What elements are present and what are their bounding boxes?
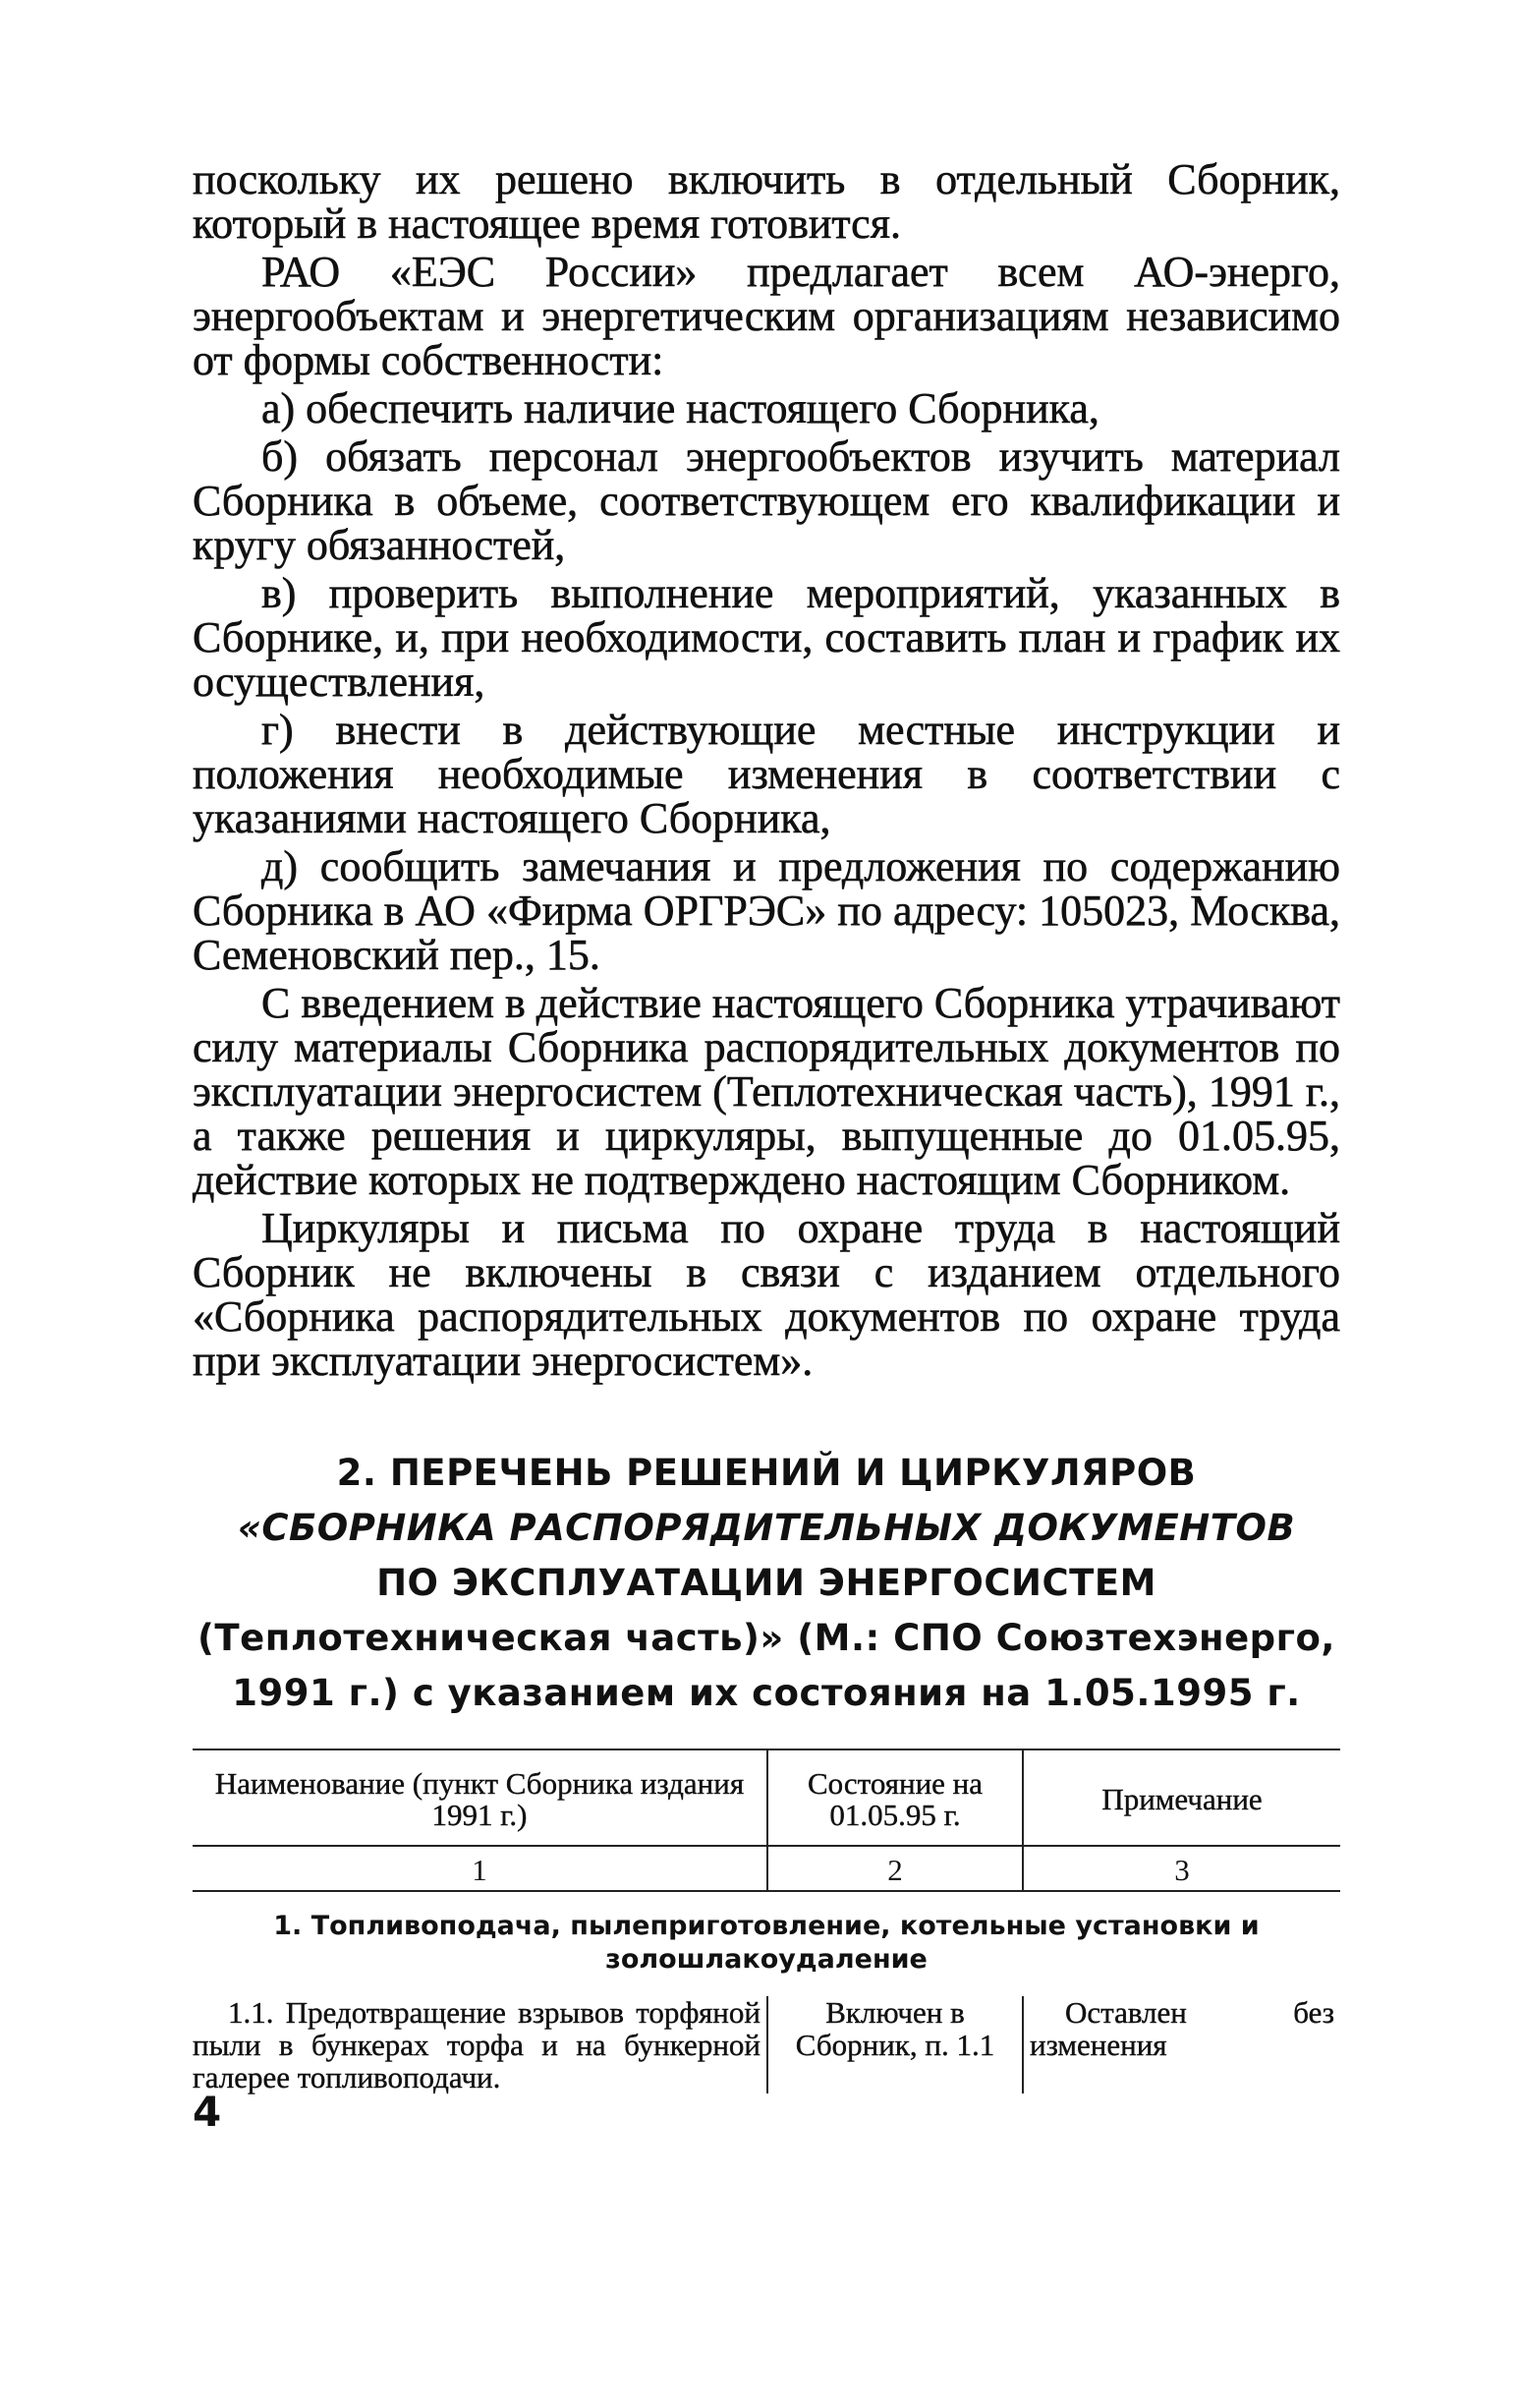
section-heading [193,1446,1340,1721]
heading-line-1: 2. ПЕРЕЧЕНЬ РЕШЕНИЙ И ЦИРКУЛЯРОВ [336,1452,1197,1494]
table-header [193,1749,1340,1847]
column-number-1: 1 [472,1853,487,1887]
row-status: Включен в Сборник, п. 1.1 [766,1996,1022,2093]
heading-line-4: (Теплотехническая часть)» (М.: СПО Союзтехэнерго, [197,1617,1335,1659]
column-number-2: 2 [766,1847,1022,1890]
document-page [193,157,1340,2093]
row-note-word-1: Оставлен [1065,1995,1187,2030]
row-note [1022,1996,1340,2093]
table-column-numbers [193,1847,1340,1892]
page-number: 4 [193,2088,222,2136]
header-note: Примечание [1022,1750,1340,1845]
paragraph-item-d: д) сообщить замечания и предложения по содержанию Сборника в АО «Фирма ОРГРЭС» по адресу: 105023, Москва, Семеновский пер., 15. [193,842,1340,979]
paragraph-item-a: а) обеспечить наличие настоящего Сборника, [261,384,1099,432]
row-name: 1.1. Предотвращение взрывов торфяной пыли в бункерах торфа и на бункерной галерее топливоподачи. [193,1995,760,2094]
paragraph-void-materials: С введением в действие настоящего Сборника утрачивают силу материалы Сборника распорядительных документов по эксплуатации энергосистем (Теплотехническая часть), 1991 г., а также решения и циркуляры, выпущенные до 01.05.95, действие которых не подтверждено настоящим Сборником. [193,979,1340,1204]
header-name: Наименование (пункт Сборника издания 1991 г.) [214,1766,745,1832]
row-note-word-3: изменения [1030,2028,1167,2062]
paragraph-item-b: б) обязать персонал энергообъектов изучить материал Сборника в объеме, соответствующем его квалификации и кругу обязанностей, [193,432,1340,569]
column-number-3: 3 [1022,1847,1340,1890]
heading-line-5: 1991 г.) с указанием их состояния на 1.05.1995 г. [232,1672,1301,1714]
paragraph-labor-safety: Циркуляры и письма по охране труда в настоящий Сборник не включены в связи с изданием отдельного «Сборника распорядительных документов по охране труда при эксплуатации энергосистем». [193,1204,1340,1385]
paragraph-item-g: г) внести в действующие местные инструкции и положения необходимые изменения в соответствии с указаниями настоящего Сборника, [193,706,1340,842]
table-row [193,1996,1340,2093]
paragraph-continuation: поскольку их решено включить в отдельный Сборник, который в настоящее время готовится. [193,155,1340,248]
row-note-word-2: без [1293,1995,1334,2030]
header-status: Состояние на 01.05.95 г. [766,1750,1022,1845]
table-section-title: 1. Топливоподача, пылеприготовление, котельные установки и золошлакоудаление [273,1911,1260,1975]
heading-line-3: ПО ЭКСПЛУАТАЦИИ ЭНЕРГОСИСТЕМ [376,1562,1156,1604]
heading-line-2: «СБОРНИКА РАСПОРЯДИТЕЛЬНЫХ ДОКУМЕНТОВ [237,1507,1296,1549]
paragraph-proposal: РАО «ЕЭС России» предлагает всем АО-энерго, энергообъектам и энергетическим организациям независимо от формы собственности: [193,248,1340,384]
paragraph-item-v: в) проверить выполнение мероприятий, указанных в Сборнике, и, при необходимости, составить план и график их осуществления, [193,569,1340,706]
